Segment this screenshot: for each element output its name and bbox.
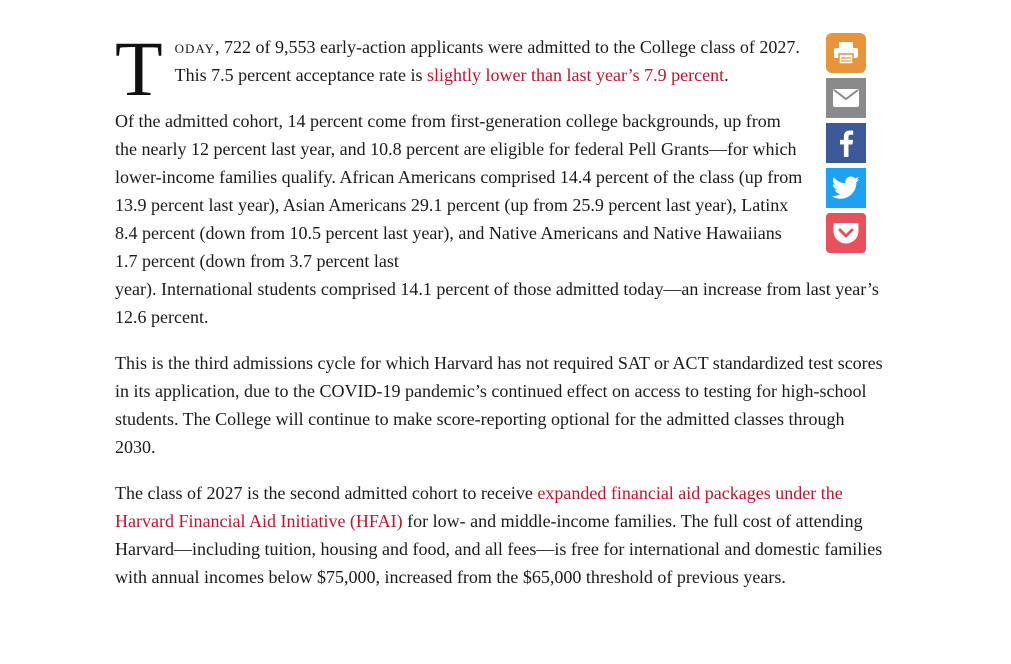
facebook-button[interactable] bbox=[826, 123, 866, 163]
printer-icon bbox=[832, 40, 860, 66]
paragraph-cohort-stats bbox=[115, 107, 885, 331]
drop-cap: T bbox=[115, 25, 163, 112]
twitter-icon bbox=[832, 176, 860, 200]
pocket-icon bbox=[832, 220, 860, 246]
paragraph-text: , 722 of 9,553 early-action applicants were admitted to the College class of 2027. This 7.5 percent acceptance rate is bbox=[174, 37, 800, 85]
lead-small-caps: oday bbox=[174, 37, 216, 57]
article-body bbox=[115, 25, 885, 609]
print-button[interactable] bbox=[826, 33, 866, 73]
paragraph-test-optional bbox=[115, 349, 885, 461]
paragraph-text: . bbox=[724, 65, 729, 85]
acceptance-rate-link[interactable]: slightly lower than last year’s 7.9 percent bbox=[427, 65, 725, 85]
paragraph-intro bbox=[115, 25, 815, 112]
facebook-icon bbox=[836, 129, 856, 157]
paragraph-text: Of the admitted cohort, 14 percent come from first-generation college backgrounds, up from the nearly 12 percent last year, and 10.8 percent are eligible for federal Pell Grants—for which lower-income families qualify. African Americans comprised 14.4 percent of the class (up from 13.9 percent last year), Asian Americans 29.1 percent (up from 25.9 percent last year), Latinx 8.4 percent (down from 10.5 percent last year), and Native Americans and Native Hawaiians 1.7 percent (down from 3.7 percent last bbox=[115, 111, 803, 271]
paragraph-financial-aid bbox=[115, 479, 885, 591]
paragraph-text: The class of 2027 is the second admitted cohort to receive bbox=[115, 483, 538, 503]
share-toolbar bbox=[826, 33, 866, 258]
paragraph-text: for low- and middle-income families. The full cost of attending Harvard—including tuition, housing and food, and all fees—is free for international and domestic families with annual incomes below $75,000, increased from the $65,000 threshold of previous years. bbox=[115, 511, 883, 587]
email-button[interactable] bbox=[826, 78, 866, 118]
paragraph-text: year). International students comprised 14.1 percent of those admitted today—an increase from last year’s 12.6 percent. bbox=[115, 279, 879, 327]
paragraph-text: This is the third admissions cycle for which Harvard has not required SAT or ACT standardized test scores in its application, due to the COVID-19 pandemic’s continued effect on access to testing for high-school students. The College will continue to make score-reporting optional for the admitted classes through 2030. bbox=[115, 353, 883, 457]
twitter-button[interactable] bbox=[826, 168, 866, 208]
financial-aid-link[interactable]: expanded financial aid packages under the Harvard Financial Aid Initiative (HFAI) bbox=[115, 483, 843, 531]
email-icon bbox=[832, 87, 860, 109]
pocket-button[interactable] bbox=[826, 213, 866, 253]
